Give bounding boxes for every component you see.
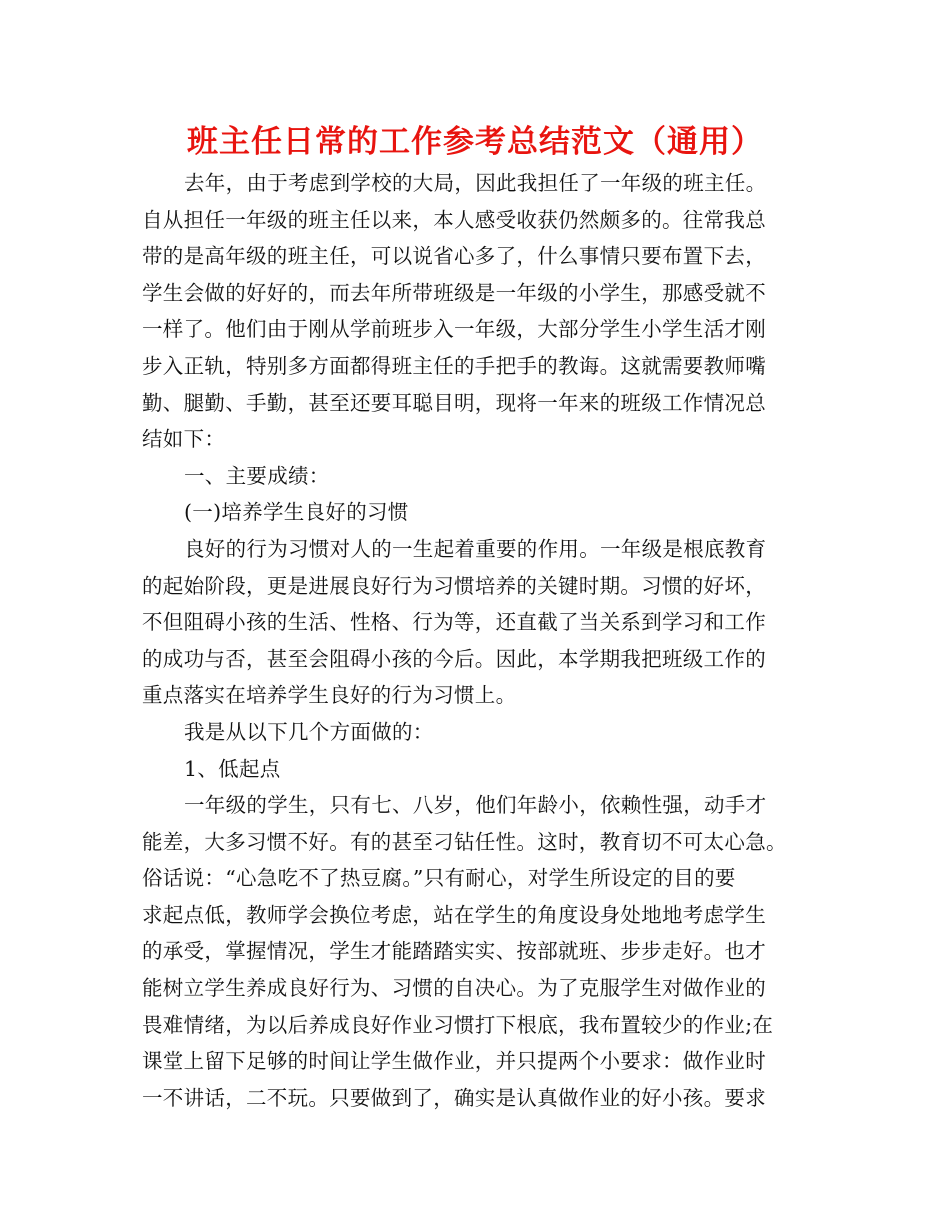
paragraph-line: 的起始阶段，更是进展良好行为习惯培养的关键时期。习惯的好坏， xyxy=(142,573,766,598)
paragraph-line: 能树立学生养成良好行为、习惯的自决心。为了克服学生对做作业的 xyxy=(142,976,766,1001)
paragraph-line: 的承受，掌握情况，学生才能踏踏实实、按部就班、步步走好。也才 xyxy=(142,939,766,964)
subsection-heading: (一)培养学生良好的习惯 xyxy=(184,500,409,525)
paragraph-line: 俗话说：“心急吃不了热豆腐。”只有耐心，对学生所设定的目的要 xyxy=(142,866,736,891)
list-heading: 1、低起点 xyxy=(184,756,281,781)
paragraph-line: 一样了。他们由于刚从学前班步入一年级，大部分学生小学生活才刚 xyxy=(142,317,766,342)
paragraph-line: 不但阻碍小孩的生活、性格、行为等，还直截了当关系到学习和工作 xyxy=(142,610,766,635)
paragraph-line: 良好的行为习惯对人的一生起着重要的作用。一年级是根底教育 xyxy=(184,536,767,561)
paragraph-line: 一年级的学生，只有七、八岁，他们年龄小，依赖性强，动手才 xyxy=(184,793,767,818)
document-body xyxy=(142,165,832,1116)
paragraph-line: 步入正轨，特别多方面都得班主任的手把手的教诲。这就需要教师嘴 xyxy=(142,353,766,378)
paragraph-line: 我是从以下几个方面做的： xyxy=(184,719,434,744)
paragraph-line: 能差，大多习惯不好。有的甚至刁钻任性。这时，教育切不可太心急。 xyxy=(142,829,787,854)
paragraph-line: 一不讲话，二不玩。只要做到了，确实是认真做作业的好小孩。要求 xyxy=(142,1085,766,1110)
paragraph-line: 畏难情绪，为以后养成良好作业习惯打下根底，我布置较少的作业;在 xyxy=(142,1012,774,1037)
document-title: 班主任日常的工作参考总结范文（通用） xyxy=(187,124,763,160)
paragraph-line: 结如下： xyxy=(142,427,226,452)
section-heading: 一、主要成绩： xyxy=(184,463,330,488)
paragraph-line: 课堂上留下足够的时间让学生做作业，并只提两个小要求：做作业时 xyxy=(142,1049,766,1074)
paragraph-line: 带的是高年级的班主任，可以说省心多了，什么事情只要布置下去， xyxy=(142,244,766,269)
paragraph-line: 学生会做的好好的，而去年所带班级是一年级的小学生，那感受就不 xyxy=(142,280,766,305)
paragraph-line: 的成功与否，甚至会阻碍小孩的今后。因此，本学期我把班级工作的 xyxy=(142,646,766,671)
paragraph-line: 重点落实在培养学生良好的行为习惯上。 xyxy=(142,683,517,708)
paragraph-line: 求起点低，教师学会换位考虑，站在学生的角度设身处地地考虑学生 xyxy=(142,902,766,927)
paragraph-line: 勤、腿勤、手勤，甚至还要耳聪目明，现将一年来的班级工作情况总 xyxy=(142,390,766,415)
paragraph-line: 去年，由于考虑到学校的大局，因此我担任了一年级的班主任。 xyxy=(184,171,767,195)
paragraph-line: 自从担任一年级的班主任以来，本人感受收获仍然颇多的。往常我总 xyxy=(142,207,766,232)
